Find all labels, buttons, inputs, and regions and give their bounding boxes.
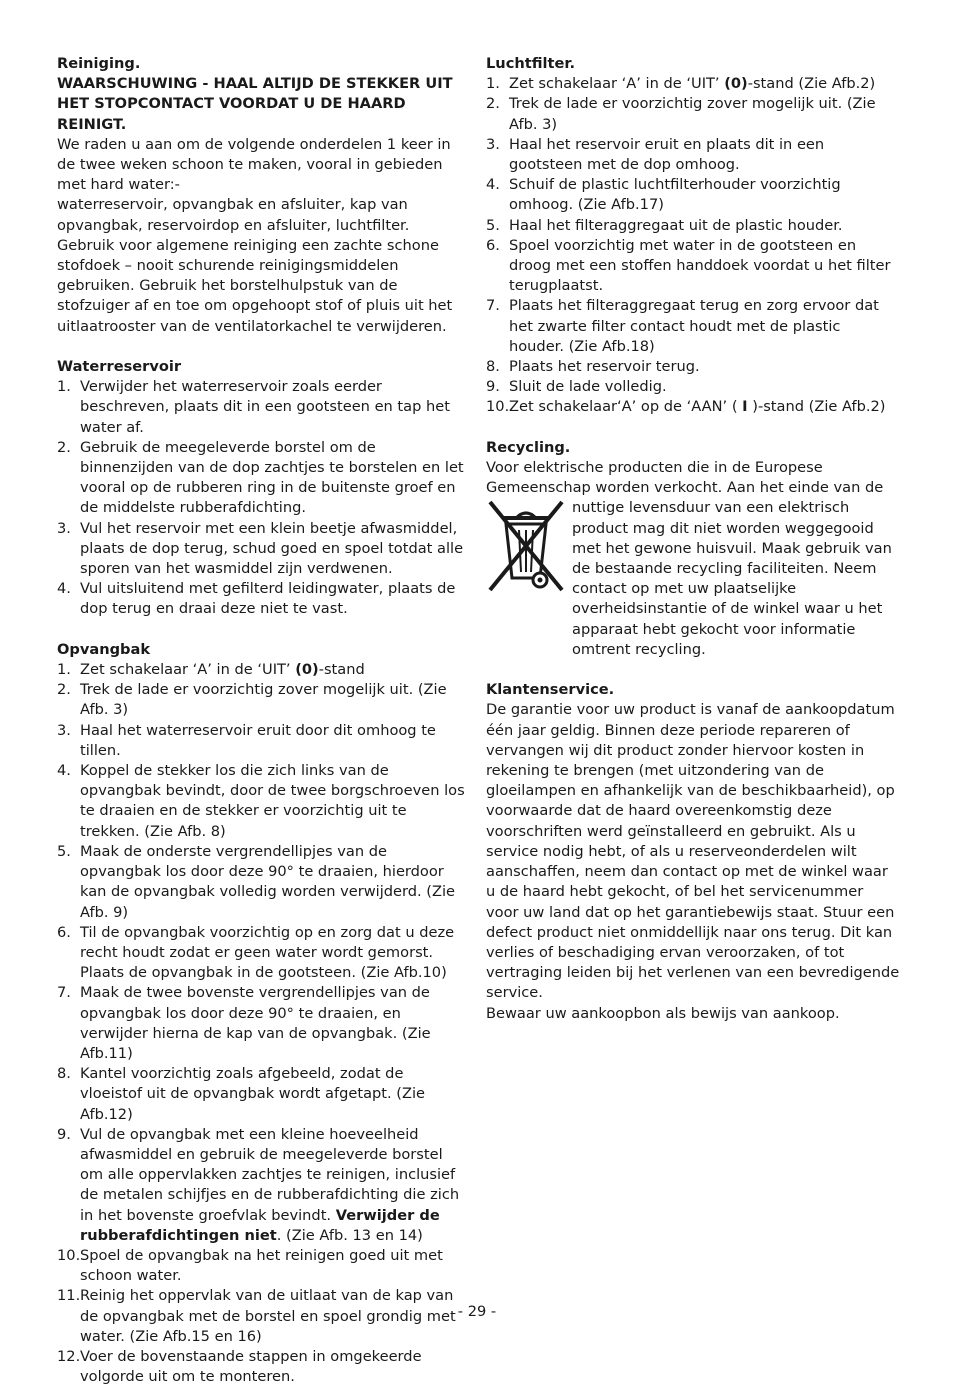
list-item: 1. Zet schakelaar ‘A’ in de ‘UIT’ (0)-stand (Zie Afb.2): [486, 75, 876, 93]
cleaning-paragraph-2: waterreservoir, opvangbak en afsluiter, kap van opvangbak, reservoirdop en afsluiter, luchtfilter.: [57, 196, 410, 234]
list-item: 4. Schuif de plastic luchtfilterhouder voorzichtig omhoog. (Zie Afb.17): [486, 176, 841, 214]
recycling-title: Recycling.: [486, 438, 571, 456]
list-item: 2. Trek de lade er voorzichtig zover mogelijk uit. (Zie Afb. 3): [486, 95, 876, 133]
list-item: 6. Til de opvangbak voorzichtig op en zorg dat u deze recht houdt zodat er geen water wordt gemorst. Plaats de opvangbak in de gootsteen. (Zie Afb.10): [57, 923, 455, 982]
list-item: 10. Zet schakelaar‘A’ op de ‘AAN’ ( I )-stand (Zie Afb.2): [486, 398, 886, 416]
air-filter-title: Luchtfilter.: [486, 55, 576, 72]
page-number: - 29 -: [457, 1303, 497, 1320]
tray-title: Opvangbak: [57, 640, 151, 658]
list-item: 1. Zet schakelaar ‘A’ in de ‘UIT’ (0)-stand: [57, 661, 365, 679]
right-column: [486, 54, 900, 1024]
water-reservoir-list: [57, 377, 469, 619]
list-item: 10. Spoel de opvangbak na het reinigen goed uit met schoon water.: [57, 1246, 443, 1285]
recycling-intro: Voor elektrische producten die in de Europese Gemeenschap worden verkocht. Aan het einde van de: [486, 459, 884, 497]
list-item: 5. Haal het filteraggregaat uit de plastic houder.: [486, 216, 843, 234]
left-column: [57, 54, 469, 1387]
cleaning-warning: WAARSCHUWING - HAAL ALTIJD DE STEKKER UIT HET STOPCONTACT VOORDAT U DE HAARD REINIGT.: [57, 75, 453, 133]
cleaning-title: Reiniging.: [57, 55, 141, 72]
list-item: 11. Reinig het oppervlak van de uitlaat van de kap van de opvangbak met de borstel en spoel grondig met water. (Zie Afb.15 en 16): [57, 1287, 456, 1345]
list-item: 3. Haal het reservoir eruit en plaats dit in een gootsteen met de dop omhoog.: [486, 135, 825, 174]
list-item: 9. Vul de opvangbak met een kleine hoeveelheid afwasmiddel en gebruik de meegeleverde borstel om alle oppervlakken zachtjes te reinigen, inclusief de metalen schijfjes en de rubberafdichting die zich in het bovenste groefvlak bevindt. Verwijder de rubberafdichtingen niet. (Zie Afb. 13 en 14): [57, 1125, 460, 1244]
list-item: 3. Haal het waterreservoir eruit door dit omhoog te tillen.: [57, 721, 436, 759]
customer-service-note: Bewaar uw aankoopbon als bewijs van aankoop.: [486, 1004, 840, 1022]
crossed-out-wheelie-bin-icon: [486, 496, 566, 596]
customer-service-title: Klantenservice.: [486, 681, 615, 699]
list-item: 8. Kantel voorzichtig zoals afgebeeld, zodat de vloeistof uit de opvangbak wordt afgetapt. (Zie Afb.12): [57, 1065, 426, 1123]
cleaning-paragraph-3: Gebruik voor algemene reiniging een zachte schone stofdoek – nooit schurende reinigingsmiddelen gebruiken. Gebruik het borstelhulpstuk van de stofzuiger af en toe om opgehoopt stof of pluis uit het uitlaatrooster van de ventilatorkachel te verwijderen.: [57, 236, 453, 335]
customer-service-paragraph: De garantie voor uw product is vanaf de aankoopdatum één jaar geldig. Binnen deze periode repareren of vervangen wij dit product zonder hiervoor kosten in rekening te brengen (met uitzondering van de gloeilampen en afhankelijk van de beschikbaarheid), op voorwaarde dat de haard overeenkomstig deze voorschriften werd geïnstalleerd en gebruikt. Als u service nodig hebt, of als u reserveonderdelen wilt aanschaffen, neem dan contact op met de winkel waar u de haard hebt gekocht, of bel het servicenummer voor uw land dat op het garantiebewijs staat. Stuur een defect product niet onmiddellijk naar ons terug. Dit kan verlies of beschadiging ervan veroorzaken, of tot vertraging leiden bij het verlenen van een bevredigende service.: [486, 701, 900, 1002]
list-item: 6. Spoel voorzichtig met water in de gootsteen en droog met een stoffen handdoek voordat u het filter terugplaatst.: [486, 236, 891, 295]
list-item: 7. Maak de twee bovenste vergrendellipjes van de opvangbak los door deze 90° te draaien, en verwijder hierna de kap van de opvangbak. (Zie Afb.11): [57, 984, 431, 1062]
tray-list: [57, 660, 469, 1387]
list-item: 12. Voer de bovenstaande stappen in omgekeerde volgorde uit om te monteren.: [57, 1347, 422, 1386]
air-filter-list: [486, 74, 900, 417]
list-item: 5. Maak de onderste vergrendellipjes van de opvangbak los door deze 90° te draaien, hierdoor kan de opvangbak volledig worden verwijderd. (Zie Afb. 9): [57, 842, 456, 921]
recycling-text: nuttige levensduur van een elektrisch product mag dit niet worden weggegooid met het gewone huisvuil. Maak gebruik van de bestaande recycling faciliteiten. Neem contact op met uw plaatselijke overheidsinstantie of de winkel waar u het apparaat hebt gekocht voor informatie omtrent recycling.: [572, 499, 892, 658]
list-item: 3. Vul het reservoir met een klein beetje afwasmiddel, plaats de dop terug, schud goed en spoel totdat alle sporen van het wasmiddel zijn verdwenen.: [57, 519, 464, 578]
list-item: 1. Verwijder het waterreservoir zoals eerder beschreven, plaats dit in een gootsteen en tap het water af.: [57, 378, 450, 436]
list-item: 2. Trek de lade er voorzichtig zover mogelijk uit. (Zie Afb. 3): [57, 681, 447, 719]
list-item: 8. Plaats het reservoir terug.: [486, 358, 700, 376]
list-item: 7. Plaats het filteraggregaat terug en zorg ervoor dat het zwarte filter contact houdt met de plastic houder. (Zie Afb.18): [486, 297, 879, 355]
list-item: 4. Vul uitsluitend met gefilterd leidingwater, plaats de dop terug en draai deze niet te vast.: [57, 580, 456, 618]
list-item: 4. Koppel de stekker los die zich links van de opvangbak bevindt, door de twee borgschroeven los te draaien en de stekker er voorzichtig uit te trekken. (Zie Afb. 8): [57, 762, 465, 840]
cleaning-paragraph-1: We raden u aan om de volgende onderdelen 1 keer in de twee weken schoon te maken, vooral in gebieden met hard water:-: [57, 135, 451, 194]
list-item: 2. Gebruik de meegeleverde borstel om de binnenzijden van de dop zachtjes te borstelen en let vooral op de rubberen ring in de buitenste groef en de middelste rubberafdichting.: [57, 438, 464, 517]
list-item: 9. Sluit de lade volledig.: [486, 378, 667, 396]
recycling-block: [486, 498, 900, 660]
water-reservoir-title: Waterreservoir: [57, 358, 182, 376]
